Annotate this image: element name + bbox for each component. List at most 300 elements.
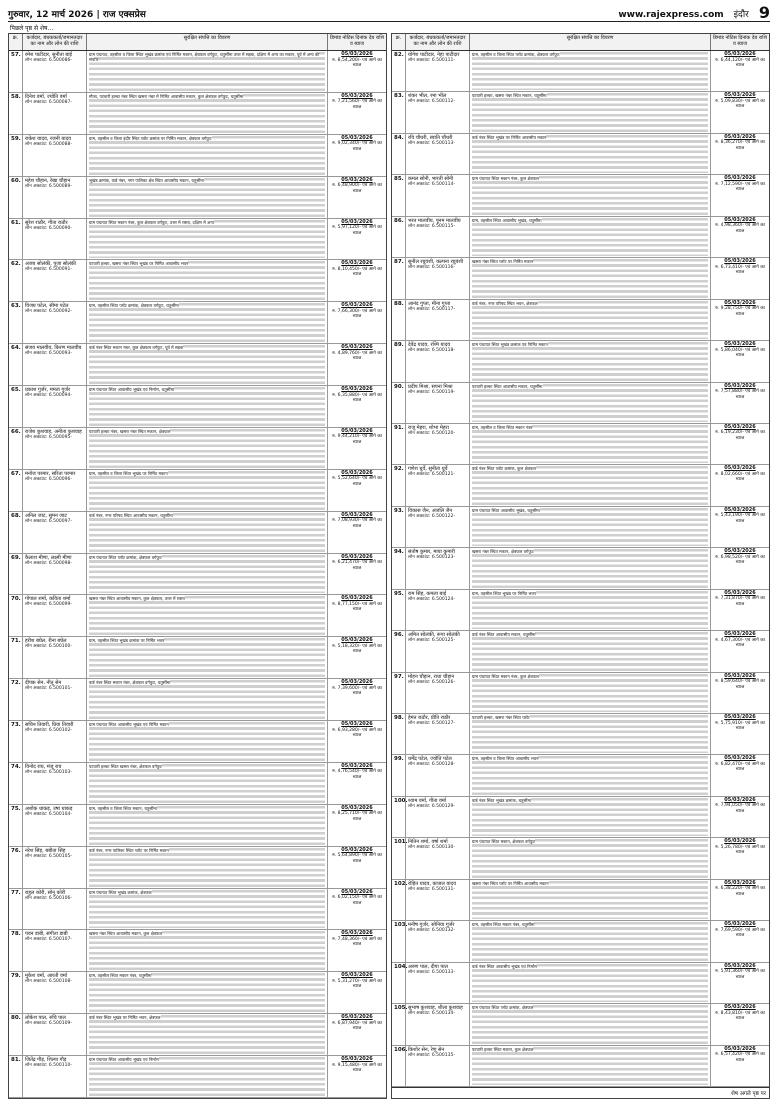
demand-amount: रु. 7,69,590/- एवं आगे का ब्याज (715, 927, 765, 939)
property-text: वार्ड नंबर, नगर पालिका स्थित प्लॉट पर निर्मित मकान (89, 847, 169, 853)
loan-account: लोन अकाउंट: 6.500133- (408, 969, 455, 975)
property-text: पटवारी हल्का, खसरा नंबर स्थित मकान, चतुर्सीमा (472, 93, 547, 99)
loan-account: लोन अकाउंट: 6.500122- (408, 513, 455, 519)
row-number: 89. (392, 341, 406, 381)
table-row (392, 548, 769, 589)
property-description (87, 260, 328, 301)
borrower-name: गोपाल शर्मा, कविता शर्मा (25, 596, 71, 603)
property-text: खसरा नंबर स्थित मकान, क्षेत्रफल वर्गफुट (472, 549, 534, 555)
demand-cell (711, 1046, 769, 1086)
borrower-name: भरत मालवीय, पूनम मालवीय (408, 217, 461, 224)
demand-date: 05/03/2026 (724, 672, 756, 679)
table-row (9, 721, 386, 763)
demand-cell (328, 805, 386, 846)
header-name: कर्जदार, बंधककर्ता/जमानतदार का नाम और लोन की राशि (23, 34, 87, 50)
property-text: वार्ड नंबर स्थित प्लॉट क्रमांक, कुल क्षेत्रफल (472, 466, 536, 472)
table-header (9, 34, 386, 51)
table-row (9, 260, 386, 302)
borrower-cell (406, 258, 470, 298)
demand-amount: रु. 8,25,710/- एवं आगे का ब्याज (332, 811, 382, 822)
property-text: ग्राम पंचायत स्थित मकान, क्षेत्रफल वर्गफुट (472, 839, 536, 845)
demand-amount: रु. 7,31,870/- एवं आगे का ब्याज (715, 596, 765, 607)
borrower-cell (406, 548, 470, 588)
borrower-cell (406, 1046, 470, 1086)
table-row (9, 679, 386, 721)
property-description (87, 637, 328, 678)
demand-amount: रु. 5,26,780/- एवं आगे का ब्याज (715, 844, 765, 856)
borrower-name: रोहित यादव, काजल यादव (408, 880, 456, 887)
row-number: 68. (9, 512, 23, 553)
property-description (87, 470, 328, 511)
table-row (9, 847, 386, 889)
loan-account: लोन अकाउंट: 6.500089- (25, 183, 72, 189)
property-description (470, 217, 711, 257)
loan-account: लोन अकाउंट: 6.500102- (25, 728, 72, 733)
loan-account: लोन अकाउंट: 6.500106- (25, 895, 72, 901)
demand-date: 05/03/2026 (724, 921, 756, 928)
borrower-cell (23, 721, 87, 762)
borrower-name: सुरेश राठौर, गीता राठौर (25, 219, 68, 226)
borrower-name: गणेश धुर्वे, सुनीता धुर्वे (408, 466, 448, 473)
borrower-name: आनंद गुप्ता, मीना गुप्ता (408, 300, 451, 307)
borrower-cell (406, 714, 470, 754)
property-description (470, 134, 711, 174)
property-text: वार्ड नंबर स्थित मकान नंबर, कुल क्षेत्रफल वर्गफुट, पूर्व में सड़क (89, 345, 184, 351)
property-description (87, 972, 328, 1013)
row-number: 64. (9, 344, 23, 385)
borrower-cell (406, 92, 470, 132)
property-description (87, 1056, 328, 1097)
table-row (392, 507, 769, 548)
demand-amount: रु. 4,67,300/- एवं आगे का ब्याज (715, 637, 765, 649)
demand-cell (328, 51, 386, 92)
loan-account: लोन अकाउंट: 6.500112- (408, 99, 455, 105)
borrower-name: विकास जैन, अंजलि जैन (408, 507, 453, 514)
notice-table-left (8, 33, 387, 1099)
demand-cell (328, 595, 386, 636)
borrower-cell (23, 470, 87, 511)
demand-cell (328, 386, 386, 427)
property-text: ग्राम पंचायत स्थित भूखंड क्रमांक, क्षेत्रफल (89, 889, 152, 895)
borrower-cell (406, 797, 470, 837)
demand-date: 05/03/2026 (341, 344, 373, 351)
borrower-name: कमल सोनी, भारती सोनी (408, 176, 454, 183)
property-description (470, 838, 711, 878)
demand-amount: रु. 6,87,940/- एवं आगे का ब्याज (332, 1020, 382, 1032)
borrower-cell (23, 972, 87, 1013)
borrower-name: राहुल कोरी, सोनू कोरी (25, 889, 66, 896)
table-row (392, 258, 769, 299)
table-row (9, 219, 386, 261)
borrower-name: हरीश बघेल, रीना बघेल (25, 638, 67, 645)
row-number: 99. (392, 755, 406, 795)
table-row (392, 134, 769, 175)
property-description (470, 921, 711, 961)
property-text: पटवारी हल्का स्थित खसरा नंबर, क्षेत्रफल वर्गफुट (89, 763, 163, 769)
row-number: 93. (392, 507, 406, 547)
demand-amount: रु. 5,91,360/- एवं आगे का ब्याज (715, 969, 765, 980)
table-row (9, 930, 386, 972)
table-row (392, 92, 769, 133)
property-text: पटवारी हल्का नंबर, खसरा नंबर स्थित मकान, क्षेत्रफल (89, 428, 171, 434)
borrower-cell (23, 219, 87, 260)
demand-date: 05/03/2026 (724, 548, 756, 555)
property-description (470, 465, 711, 505)
property-description (87, 554, 328, 595)
borrower-name: मुकेश वर्मा, आरती वर्मा (25, 973, 68, 980)
demand-cell (711, 134, 769, 174)
borrower-cell (23, 930, 87, 971)
property-description (470, 963, 711, 1003)
demand-cell (711, 880, 769, 920)
row-number: 81. (9, 1056, 23, 1097)
borrower-name: संतोष कुमार, माया कुमारी (408, 549, 455, 556)
property-description (87, 930, 328, 971)
demand-cell (328, 1014, 386, 1055)
property-description (87, 763, 328, 804)
loan-account: लोन अकाउंट: 6.500124- (408, 596, 455, 602)
demand-cell (711, 1004, 769, 1044)
loan-account: लोन अकाउंट: 6.500095- (25, 434, 72, 440)
property-description (470, 507, 711, 547)
demand-amount: रु. 6,21,470/- एवं आगे का ब्याज (332, 560, 382, 571)
borrower-cell (406, 590, 470, 630)
property-text: वार्ड नंबर स्थित भूखंड क्रमांक, चतुर्सीमा (472, 797, 531, 803)
property-text: ग्राम, तहसील स्थित मकान नंबर, चतुर्सीमा (472, 922, 535, 928)
borrower-name: प्रदीप मिश्रा, सपना मिश्रा (408, 383, 453, 390)
property-description (470, 258, 711, 298)
table-row (9, 135, 386, 177)
property-description (87, 595, 328, 636)
demand-date: 05/03/2026 (341, 92, 373, 99)
table-row (9, 972, 386, 1014)
demand-amount: रु. 6,35,880/- एवं आगे का ब्याज (332, 392, 382, 403)
table-row (392, 383, 769, 424)
table-row (9, 51, 386, 93)
borrower-cell (23, 344, 87, 385)
borrower-name: अनिल जाट, सुमन जाट (25, 512, 67, 519)
demand-cell (328, 1056, 386, 1097)
borrower-cell (406, 424, 470, 464)
demand-cell (328, 219, 386, 260)
demand-amount: रु. 7,12,590/- एवं आगे का ब्याज (715, 181, 765, 193)
borrower-name: मोहन चौहान, राधा चौहान (408, 673, 455, 680)
property-text: खसरा नंबर स्थित आवासीय मकान, कुल क्षेत्रफल (89, 931, 163, 937)
borrower-name: अशोक धाकड़, उषा धाकड़ (25, 805, 73, 812)
demand-amount: रु. 8,10,450/- एवं आगे का ब्याज (332, 266, 382, 278)
demand-amount: रु. 9,28,750/- एवं आगे का ब्याज (715, 306, 765, 317)
demand-date: 05/03/2026 (724, 216, 756, 223)
property-description (87, 386, 328, 427)
row-number: 102. (392, 880, 406, 920)
loan-account: लोन अकाउंट: 6.500129- (408, 803, 455, 809)
property-text: ग्राम, तहसील व जिला स्थित प्लॉट क्रमांक, क्षेत्रफल वर्गफुट (472, 52, 560, 57)
loan-account: लोन अकाउंट: 6.500121- (408, 472, 455, 478)
demand-date: 05/03/2026 (341, 846, 373, 853)
demand-amount: रु. 5,18,320/- एवं आगे का ब्याज (332, 643, 382, 655)
demand-date: 05/03/2026 (341, 469, 373, 476)
table-row (392, 755, 769, 796)
borrower-name: योगेश पाटीदार, नेहा पाटीदार (408, 52, 460, 58)
loan-account: लोन अकाउंट: 6.500088- (25, 141, 72, 147)
borrower-cell (406, 134, 470, 174)
demand-amount: रु. 8,77,150/- एवं आगे का ब्याज (332, 601, 382, 613)
demand-amount: रु. 7,08,930/- एवं आगे का ब्याज (332, 518, 382, 529)
property-description (87, 302, 328, 343)
property-description (87, 805, 328, 846)
demand-date: 05/03/2026 (724, 1045, 756, 1052)
row-number: 94. (392, 548, 406, 588)
demand-date: 05/03/2026 (341, 595, 373, 602)
borrower-cell (23, 260, 87, 301)
demand-date: 05/03/2026 (724, 51, 756, 57)
demand-cell (328, 637, 386, 678)
row-number: 101. (392, 838, 406, 878)
demand-date: 05/03/2026 (341, 553, 373, 560)
table-row (392, 714, 769, 755)
demand-date: 05/03/2026 (724, 341, 756, 348)
row-number: 96. (392, 631, 406, 671)
header-name: कर्जदार, बंधककर्ता/जमानतदार का नाम और लोन की राशि (406, 34, 470, 50)
header-paper-name: राज एक्सप्रेस (102, 10, 146, 20)
property-description (87, 721, 328, 762)
table-row (9, 1056, 386, 1098)
row-number: 90. (392, 383, 406, 423)
row-number: 74. (9, 763, 23, 804)
table-row (392, 921, 769, 962)
demand-cell (328, 470, 386, 511)
demand-cell (328, 847, 386, 888)
borrower-cell (23, 637, 87, 678)
borrower-name: अमित सोलंकी, रूपा सोलंकी (408, 632, 460, 639)
header-no: क्र. (9, 34, 23, 50)
row-number: 60. (9, 177, 23, 218)
borrower-cell (406, 175, 470, 215)
demand-date: 05/03/2026 (341, 218, 373, 225)
loan-account: लोन अकाउंट: 6.500091- (25, 267, 72, 273)
borrower-name: सुनील रघुवंशी, कल्पना रघुवंशी (408, 259, 464, 266)
row-number: 59. (9, 135, 23, 176)
notice-columns (8, 33, 770, 1099)
row-number: 67. (9, 470, 23, 511)
row-number: 103. (392, 921, 406, 961)
demand-date: 05/03/2026 (724, 133, 756, 140)
loan-account: लोन अकाउंट: 6.500117- (408, 306, 455, 312)
property-description (470, 631, 711, 671)
demand-cell (328, 721, 386, 762)
demand-amount: रु. 7,21,560/- एवं आगे का ब्याज (332, 99, 382, 110)
loan-account: लोन अकाउंट: 6.500105- (25, 853, 72, 859)
property-text: भूखंड क्रमांक, वार्ड नंबर, नगर पालिका क्षेत्र स्थित आवासीय मकान, चतुर्सीमा (89, 177, 204, 183)
row-number: 69. (9, 554, 23, 595)
demand-cell (328, 930, 386, 971)
borrower-name: किशोर सेन, रेणु सेन (408, 1046, 445, 1053)
loan-account: लोन अकाउंट: 6.500109- (25, 1021, 72, 1027)
row-number: 86. (392, 217, 406, 257)
borrower-name: सुभाष कुशवाह, शीला कुशवाह (408, 1005, 463, 1012)
demand-cell (328, 93, 386, 134)
property-text: ग्राम, तहसील व जिला स्थित भूखंड पर निर्मित मकान (89, 470, 168, 476)
borrower-cell (406, 838, 470, 878)
row-number: 88. (392, 300, 406, 340)
row-number: 104. (392, 963, 406, 1003)
demand-cell (711, 424, 769, 464)
loan-account: लोन अकाउंट: 6.500086- (25, 58, 72, 63)
demand-date: 05/03/2026 (341, 51, 373, 57)
demand-amount: रु. 5,52,640/- एवं आगे का ब्याज (332, 476, 382, 487)
demand-cell (711, 465, 769, 505)
property-description (470, 424, 711, 464)
table-row (9, 595, 386, 637)
borrower-cell (23, 135, 87, 176)
demand-cell (711, 590, 769, 630)
borrower-name: राकेश यादव, रजनी यादव (25, 135, 72, 142)
demand-cell (328, 554, 386, 595)
demand-amount: रु. 8,43,810/- एवं आगे का ब्याज (715, 1010, 765, 1022)
borrower-cell (406, 921, 470, 961)
demand-cell (711, 51, 769, 91)
demand-date: 05/03/2026 (724, 755, 756, 762)
borrower-cell (23, 1056, 87, 1097)
property-text: वार्ड नंबर स्थित भूखंड पर निर्मित आवासीय मकान (472, 134, 547, 140)
borrower-name: जितेंद्र गौड़, शिल्पा गौड़ (25, 1057, 67, 1063)
loan-account: लोन अकाउंट: 6.500090- (25, 225, 72, 231)
demand-cell (328, 135, 386, 176)
loan-account: लोन अकाउंट: 6.500097- (25, 518, 72, 524)
property-text: ग्राम पंचायत, तहसील व जिला स्थित भूखंड क्रमांक एवं निर्मित मकान, क्षेत्रफल वर्गफुट, चतुर्सीमा उत्तर में सड़क, दक्षिण में अन्य का मकान, पूर्व में अन्य की संपत्ति (89, 52, 320, 63)
property-text: ग्राम पंचायत स्थित आवासीय भूखंड, चतुर्सीमा (472, 507, 540, 513)
page-header (8, 4, 770, 22)
row-number: 72. (9, 679, 23, 720)
table-row (9, 386, 386, 428)
demand-date: 05/03/2026 (341, 721, 373, 727)
borrower-cell (406, 755, 470, 795)
property-description (87, 1014, 328, 1055)
demand-amount: रु. 6,73,410/- एवं आगे का ब्याज (715, 264, 765, 276)
header-city: इंदौर (733, 10, 749, 20)
row-number: 66. (9, 428, 23, 469)
demand-cell (711, 714, 769, 754)
demand-date: 05/03/2026 (724, 92, 756, 99)
table-row (392, 963, 769, 1004)
row-number: 61. (9, 219, 23, 260)
demand-amount: रु. 5,09,830/- एवं आगे का ब्याज (715, 98, 765, 110)
property-description (470, 1046, 711, 1086)
borrower-cell (406, 383, 470, 423)
row-number: 58. (9, 93, 23, 134)
property-description (87, 679, 328, 720)
property-text: वार्ड नंबर स्थित आवासीय भूखंड एवं निर्माण (472, 963, 538, 969)
borrower-name: नितिन शर्मा, वर्षा शर्मा (408, 839, 448, 846)
property-description (470, 175, 711, 215)
loan-account: लोन अकाउंट: 6.500120- (408, 430, 455, 436)
loan-account: लोन अकाउंट: 6.500123- (408, 555, 455, 561)
property-description (470, 548, 711, 588)
demand-amount: रु. 7,48,360/- एवं आगे का ब्याज (332, 936, 382, 948)
property-text: वार्ड नंबर स्थित आवासीय मकान, चतुर्सीमा (472, 632, 536, 638)
demand-cell (711, 797, 769, 837)
row-number: 63. (9, 302, 23, 343)
row-number: 77. (9, 889, 23, 930)
demand-amount: रु. 7,94,050/- एवं आगे का ब्याज (715, 803, 765, 814)
property-text: ग्राम पंचायत स्थित आवासीय भूखंड एवं निर्माण (89, 1057, 159, 1062)
property-text: ग्राम, तहसील स्थित भूखंड पर निर्मित भवन (472, 590, 537, 596)
demand-date: 05/03/2026 (341, 679, 373, 686)
demand-date: 05/03/2026 (724, 258, 756, 265)
property-description (470, 714, 711, 754)
property-text: खसरा नंबर स्थित आवासीय मकान, कुल क्षेत्रफल, उत्तर में रास्ता (89, 596, 185, 602)
table-row (392, 1046, 769, 1087)
borrower-name: संजय मालवीय, किरण मालवीय (25, 345, 82, 352)
demand-date: 05/03/2026 (724, 631, 756, 638)
table-row (392, 465, 769, 506)
property-text: खसरा नंबर स्थित प्लॉट पर निर्मित आवासीय मकान (472, 880, 549, 886)
borrower-cell (406, 507, 470, 547)
property-text: ग्राम पंचायत स्थित मकान नंबर, कुल क्षेत्रफल (472, 176, 539, 182)
property-description (87, 177, 328, 218)
property-description (470, 383, 711, 423)
loan-account: लोन अकाउंट: 6.500101- (25, 686, 72, 692)
table-row (392, 217, 769, 258)
property-text: पटवारी हल्का, खसरा नंबर स्थित प्लॉट (472, 715, 530, 720)
table-row (9, 428, 386, 470)
row-number: 91. (392, 424, 406, 464)
demand-amount: रु. 6,38,220/- एवं आगे का ब्याज (715, 886, 765, 897)
borrower-name: राम सिंह, कमला बाई (408, 590, 447, 597)
borrower-name: विनोद राय, मंजू राय (25, 763, 62, 770)
property-description (470, 300, 711, 340)
demand-cell (711, 341, 769, 381)
loan-account: लोन अकाउंट: 6.500134- (408, 1011, 455, 1017)
borrower-cell (23, 177, 87, 218)
row-number: 97. (392, 673, 406, 713)
loan-account: लोन अकाउंट: 6.500128- (408, 762, 455, 768)
demand-cell (328, 302, 386, 343)
property-text: वार्ड नंबर, नगर परिषद स्थित भवन, क्षेत्रफल (472, 300, 538, 306)
demand-amount: रु. 5,86,040/- एवं आगे का ब्याज (715, 347, 765, 359)
borrower-cell (406, 300, 470, 340)
property-description (87, 93, 328, 134)
demand-cell (328, 177, 386, 218)
table-row (392, 880, 769, 921)
row-number: 73. (9, 721, 23, 762)
property-text: ग्राम, तहसील स्थित मकान नंबर, चतुर्सीमा (89, 973, 152, 979)
demand-cell (328, 763, 386, 804)
property-text: ग्राम, तहसील स्थित प्लॉट क्रमांक, क्षेत्रफल वर्गफुट, चतुर्सीमा (89, 303, 179, 309)
demand-date: 05/03/2026 (341, 260, 373, 267)
property-text: पटवारी हल्का, खसरा नंबर स्थित भूखंड पर निर्मित आवासीय भवन (89, 261, 189, 267)
table-header (392, 34, 769, 51)
borrower-cell (406, 631, 470, 671)
demand-amount: रु. 6,98,520/- एवं आगे का ब्याज (715, 554, 765, 566)
table-row (9, 889, 386, 931)
property-text: वार्ड नंबर, नगर परिषद स्थित आवासीय मकान, चतुर्सीमा (89, 512, 173, 518)
table-row (9, 344, 386, 386)
property-text: ग्राम, तहसील स्थित आवासीय भूखंड, चतुर्सीमा (472, 217, 542, 223)
borrower-name: रवि चौधरी, स्वाति चौधरी (408, 134, 453, 141)
demand-amount: रु. 5,64,890/- एवं आगे का ब्याज (332, 853, 382, 864)
loan-account: लोन अकाउंट: 6.500125- (408, 638, 455, 644)
property-description (87, 51, 328, 92)
property-text: ग्राम पंचायत स्थित भूखंड क्रमांक एवं निर्मित मकान (472, 342, 548, 348)
demand-amount: रु. 6,93,280/- एवं आगे का ब्याज (332, 727, 382, 738)
demand-date: 05/03/2026 (341, 427, 373, 434)
header-website[interactable]: www.rajexpress.com (618, 10, 724, 20)
property-description (87, 344, 328, 385)
loan-account: लोन अकाउंट: 6.500099- (25, 602, 72, 608)
demand-date: 05/03/2026 (724, 382, 756, 389)
property-description (470, 755, 711, 795)
